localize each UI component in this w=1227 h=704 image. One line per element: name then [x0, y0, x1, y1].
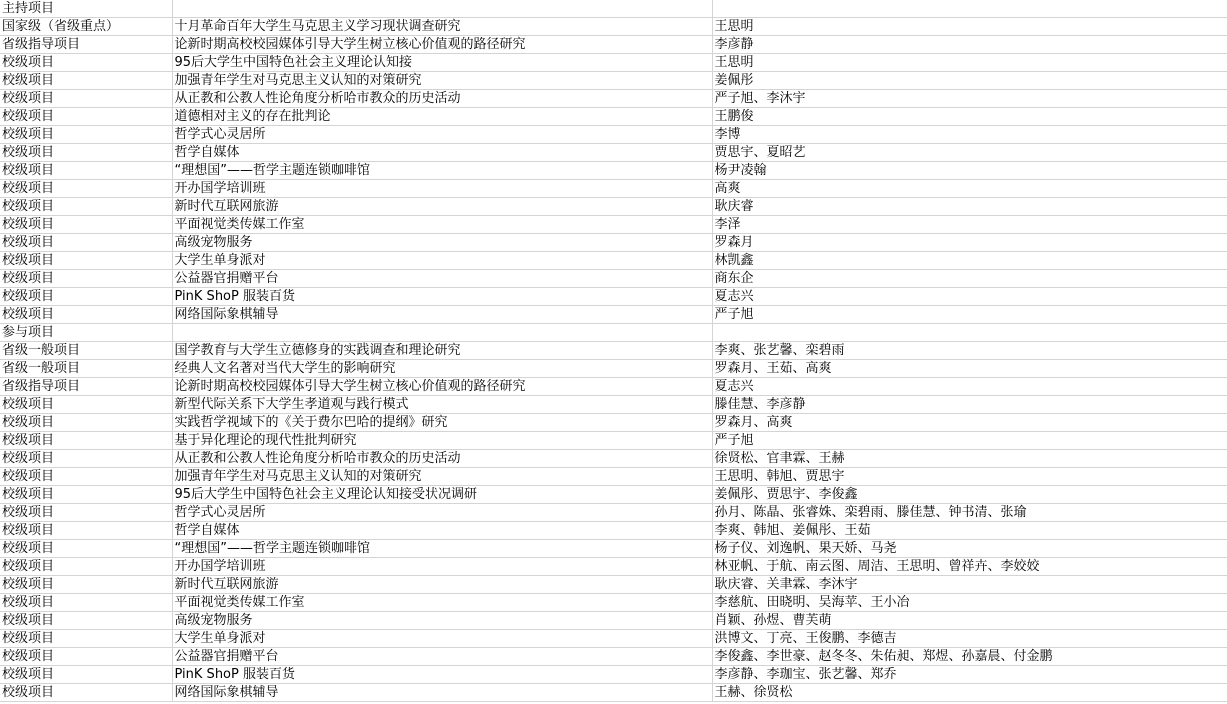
table-row	[0, 144, 1227, 162]
table-row	[0, 630, 1227, 648]
cell-level[interactable]: 校级项目	[0, 396, 172, 414]
cell-members[interactable]: 罗森月、高爽	[712, 414, 1227, 432]
cell-level[interactable]: 校级项目	[0, 234, 172, 252]
cell-level[interactable]: 校级项目	[0, 90, 172, 108]
table-row	[0, 450, 1227, 468]
cell-level[interactable]: 校级项目	[0, 486, 172, 504]
table-row	[0, 288, 1227, 306]
cell-level[interactable]: 校级项目	[0, 666, 172, 684]
cell-members[interactable]: 罗森月、王茹、高爽	[712, 360, 1227, 378]
cell-members[interactable]: 王思明	[712, 18, 1227, 36]
table-row	[0, 504, 1227, 522]
cell-title[interactable]: 平面视觉类传媒工作室	[172, 216, 712, 234]
cell-members[interactable]: 夏志兴	[712, 288, 1227, 306]
table-row	[0, 612, 1227, 630]
table-row	[0, 594, 1227, 612]
empty-cell[interactable]	[172, 0, 712, 18]
cell-level[interactable]: 校级项目	[0, 126, 172, 144]
cell-level[interactable]: 校级项目	[0, 432, 172, 450]
cell-level[interactable]: 校级项目	[0, 414, 172, 432]
table-row	[0, 72, 1227, 90]
cell-members[interactable]: 王赫、徐贤松	[712, 684, 1227, 702]
table-row	[0, 162, 1227, 180]
cell-title[interactable]: 新型代际关系下大学生孝道观与践行模式	[172, 396, 712, 414]
cell-members[interactable]: 李爽、韩旭、姜佩彤、王茹	[712, 522, 1227, 540]
cell-title[interactable]: 公益器官捐赠平台	[172, 648, 712, 666]
cell-level[interactable]: 校级项目	[0, 558, 172, 576]
empty-cell[interactable]	[172, 324, 712, 342]
cell-title[interactable]: 哲学式心灵居所	[172, 126, 712, 144]
cell-level[interactable]: 校级项目	[0, 270, 172, 288]
cell-members[interactable]: 孙月、陈晶、张睿姝、栾碧雨、滕佳慧、钟书清、张瑜	[712, 504, 1227, 522]
cell-level[interactable]: 校级项目	[0, 108, 172, 126]
cell-title[interactable]: 从正教和公教人性论角度分析哈市教众的历史活动	[172, 450, 712, 468]
cell-level[interactable]: 校级项目	[0, 468, 172, 486]
table-row	[0, 360, 1227, 378]
cell-members[interactable]: 商东企	[712, 270, 1227, 288]
table-row	[0, 342, 1227, 360]
cell-level[interactable]: 校级项目	[0, 216, 172, 234]
cell-title[interactable]: 从正教和公教人性论角度分析哈市教众的历史活动	[172, 90, 712, 108]
cell-members[interactable]: 姜佩彤	[712, 72, 1227, 90]
cell-level[interactable]: 校级项目	[0, 594, 172, 612]
cell-members[interactable]: 林亚帆、于航、南云图、周洁、王思明、曾祥卉、李姣姣	[712, 558, 1227, 576]
table-row	[0, 270, 1227, 288]
table-row	[0, 306, 1227, 324]
table-row	[0, 684, 1227, 702]
cell-members[interactable]: 李彦静、李珈宝、张艺馨、郑乔	[712, 666, 1227, 684]
cell-members[interactable]: 滕佳慧、李彦静	[712, 396, 1227, 414]
cell-members[interactable]: 严子旭、李沐宇	[712, 90, 1227, 108]
table-row	[0, 252, 1227, 270]
cell-title[interactable]: 加强青年学生对马克思主义认知的对策研究	[172, 468, 712, 486]
table-row	[0, 234, 1227, 252]
cell-title[interactable]: 网络国际象棋辅导	[172, 306, 712, 324]
cell-members[interactable]: 李俊鑫、李世豪、赵冬冬、朱佑昶、郑煜、孙嘉晨、付金鹏	[712, 648, 1227, 666]
cell-level[interactable]: 校级项目	[0, 198, 172, 216]
section-heading-participated-label[interactable]: 参与项目	[0, 324, 172, 342]
cell-title[interactable]: 95后大学生中国特色社会主义理论认知接	[172, 54, 712, 72]
cell-level[interactable]: 校级项目	[0, 306, 172, 324]
cell-level[interactable]: 校级项目	[0, 684, 172, 702]
cell-level[interactable]: 校级项目	[0, 180, 172, 198]
cell-members[interactable]: 严子旭	[712, 432, 1227, 450]
cell-level[interactable]: 校级项目	[0, 504, 172, 522]
cell-title[interactable]: 论新时期高校校园媒体引导大学生树立核心价值观的路径研究	[172, 378, 712, 396]
cell-members[interactable]: 洪博文、丁亮、王俊鹏、李德吉	[712, 630, 1227, 648]
cell-members[interactable]: 王思明	[712, 54, 1227, 72]
section-heading-hosted-label[interactable]: 主持项目	[0, 0, 172, 18]
cell-title[interactable]: 加强青年学生对马克思主义认知的对策研究	[172, 72, 712, 90]
cell-level[interactable]: 校级项目	[0, 162, 172, 180]
cell-title[interactable]: 哲学式心灵居所	[172, 504, 712, 522]
table-row	[0, 90, 1227, 108]
cell-title[interactable]: 哲学自媒体	[172, 144, 712, 162]
table-row	[0, 198, 1227, 216]
cell-level[interactable]: 校级项目	[0, 450, 172, 468]
cell-title[interactable]: 论新时期高校校园媒体引导大学生树立核心价值观的路径研究	[172, 36, 712, 54]
cell-level[interactable]: 校级项目	[0, 252, 172, 270]
cell-level[interactable]: 校级项目	[0, 144, 172, 162]
table-row	[0, 18, 1227, 36]
cell-members[interactable]: 严子旭	[712, 306, 1227, 324]
cell-title[interactable]: 网络国际象棋辅导	[172, 684, 712, 702]
cell-level[interactable]: 校级项目	[0, 72, 172, 90]
empty-cell[interactable]	[712, 324, 1227, 342]
cell-title[interactable]: 高级宠物服务	[172, 612, 712, 630]
table-row	[0, 396, 1227, 414]
table-row	[0, 576, 1227, 594]
cell-title[interactable]: PinK ShoP 服装百货	[172, 288, 712, 306]
table-row	[0, 558, 1227, 576]
cell-title[interactable]: PinK ShoP 服装百货	[172, 666, 712, 684]
cell-title[interactable]: 基于异化理论的现代性批判研究	[172, 432, 712, 450]
cell-title[interactable]: 95后大学生中国特色社会主义理论认知接受状况调研	[172, 486, 712, 504]
cell-title[interactable]: 道德相对主义的存在批判论	[172, 108, 712, 126]
cell-members[interactable]: 耿庆睿、关聿霖、李沐宇	[712, 576, 1227, 594]
cell-level[interactable]: 校级项目	[0, 288, 172, 306]
table-row	[0, 432, 1227, 450]
table-row	[0, 108, 1227, 126]
cell-members[interactable]: 王鹏俊	[712, 108, 1227, 126]
cell-title[interactable]: 开办国学培训班	[172, 180, 712, 198]
cell-members[interactable]: 李彦静	[712, 36, 1227, 54]
table-row	[0, 540, 1227, 558]
cell-title[interactable]: 实践哲学视域下的《关于费尔巴哈的提纲》研究	[172, 414, 712, 432]
cell-level[interactable]: 省级指导项目	[0, 378, 172, 396]
cell-title[interactable]: 国学教育与大学生立德修身的实践调查和理论研究	[172, 342, 712, 360]
cell-level[interactable]: 校级项目	[0, 576, 172, 594]
table-row	[0, 648, 1227, 666]
cell-title[interactable]: 开办国学培训班	[172, 558, 712, 576]
cell-title[interactable]: 新时代互联网旅游	[172, 198, 712, 216]
cell-members[interactable]: 肖颖、孙煜、曹芙萌	[712, 612, 1227, 630]
cell-members[interactable]: 耿庆睿	[712, 198, 1227, 216]
cell-title[interactable]: 公益器官捐赠平台	[172, 270, 712, 288]
cell-title[interactable]: “理想国”——哲学主题连锁咖啡馆	[172, 162, 712, 180]
cell-level[interactable]: 校级项目	[0, 54, 172, 72]
cell-members[interactable]: 李慈航、田晓明、吴海苹、王小冶	[712, 594, 1227, 612]
cell-title[interactable]: 十月革命百年大学生马克思主义学习现状调查研究	[172, 18, 712, 36]
cell-members[interactable]: 贾思宇、夏昭艺	[712, 144, 1227, 162]
cell-members[interactable]: 高爽	[712, 180, 1227, 198]
table-row	[0, 216, 1227, 234]
table-row	[0, 54, 1227, 72]
table-row	[0, 378, 1227, 396]
cell-level[interactable]: 校级项目	[0, 612, 172, 630]
cell-members[interactable]: 李泽	[712, 216, 1227, 234]
cell-members[interactable]: 姜佩彤、贾思宇、李俊鑫	[712, 486, 1227, 504]
table-row	[0, 36, 1227, 54]
cell-title[interactable]: 经典人文名著对当代大学生的影响研究	[172, 360, 712, 378]
cell-level[interactable]: 省级一般项目	[0, 342, 172, 360]
table-row	[0, 180, 1227, 198]
table-row	[0, 486, 1227, 504]
cell-title[interactable]: 大学生单身派对	[172, 252, 712, 270]
cell-members[interactable]: 王思明、韩旭、贾思宇	[712, 468, 1227, 486]
cell-members[interactable]: 杨子仪、刘逸帆、果天娇、马尧	[712, 540, 1227, 558]
cell-level[interactable]: 校级项目	[0, 630, 172, 648]
cell-members[interactable]: 夏志兴	[712, 378, 1227, 396]
cell-title[interactable]: 平面视觉类传媒工作室	[172, 594, 712, 612]
cell-level[interactable]: 校级项目	[0, 540, 172, 558]
cell-title[interactable]: 高级宠物服务	[172, 234, 712, 252]
empty-cell[interactable]	[712, 0, 1227, 18]
cell-members[interactable]: 杨尹凌翰	[712, 162, 1227, 180]
table-row	[0, 468, 1227, 486]
section-heading-participated	[0, 324, 1227, 342]
cell-level[interactable]: 校级项目	[0, 522, 172, 540]
cell-level[interactable]: 省级指导项目	[0, 36, 172, 54]
cell-members[interactable]: 林凯鑫	[712, 252, 1227, 270]
section-heading-hosted	[0, 0, 1227, 18]
cell-title[interactable]: 哲学自媒体	[172, 522, 712, 540]
cell-level[interactable]: 国家级（省级重点）	[0, 18, 172, 36]
cell-level[interactable]: 省级一般项目	[0, 360, 172, 378]
cell-members[interactable]: 李爽、张艺馨、栾碧雨	[712, 342, 1227, 360]
cell-members[interactable]: 徐贤松、官聿霖、王赫	[712, 450, 1227, 468]
table-row	[0, 126, 1227, 144]
cell-title[interactable]: 新时代互联网旅游	[172, 576, 712, 594]
table-row	[0, 414, 1227, 432]
cell-members[interactable]: 罗森月	[712, 234, 1227, 252]
cell-title[interactable]: 大学生单身派对	[172, 630, 712, 648]
cell-level[interactable]: 校级项目	[0, 648, 172, 666]
cell-members[interactable]: 李博	[712, 126, 1227, 144]
table-row	[0, 666, 1227, 684]
cell-title[interactable]: “理想国”——哲学主题连锁咖啡馆	[172, 540, 712, 558]
table-row	[0, 522, 1227, 540]
